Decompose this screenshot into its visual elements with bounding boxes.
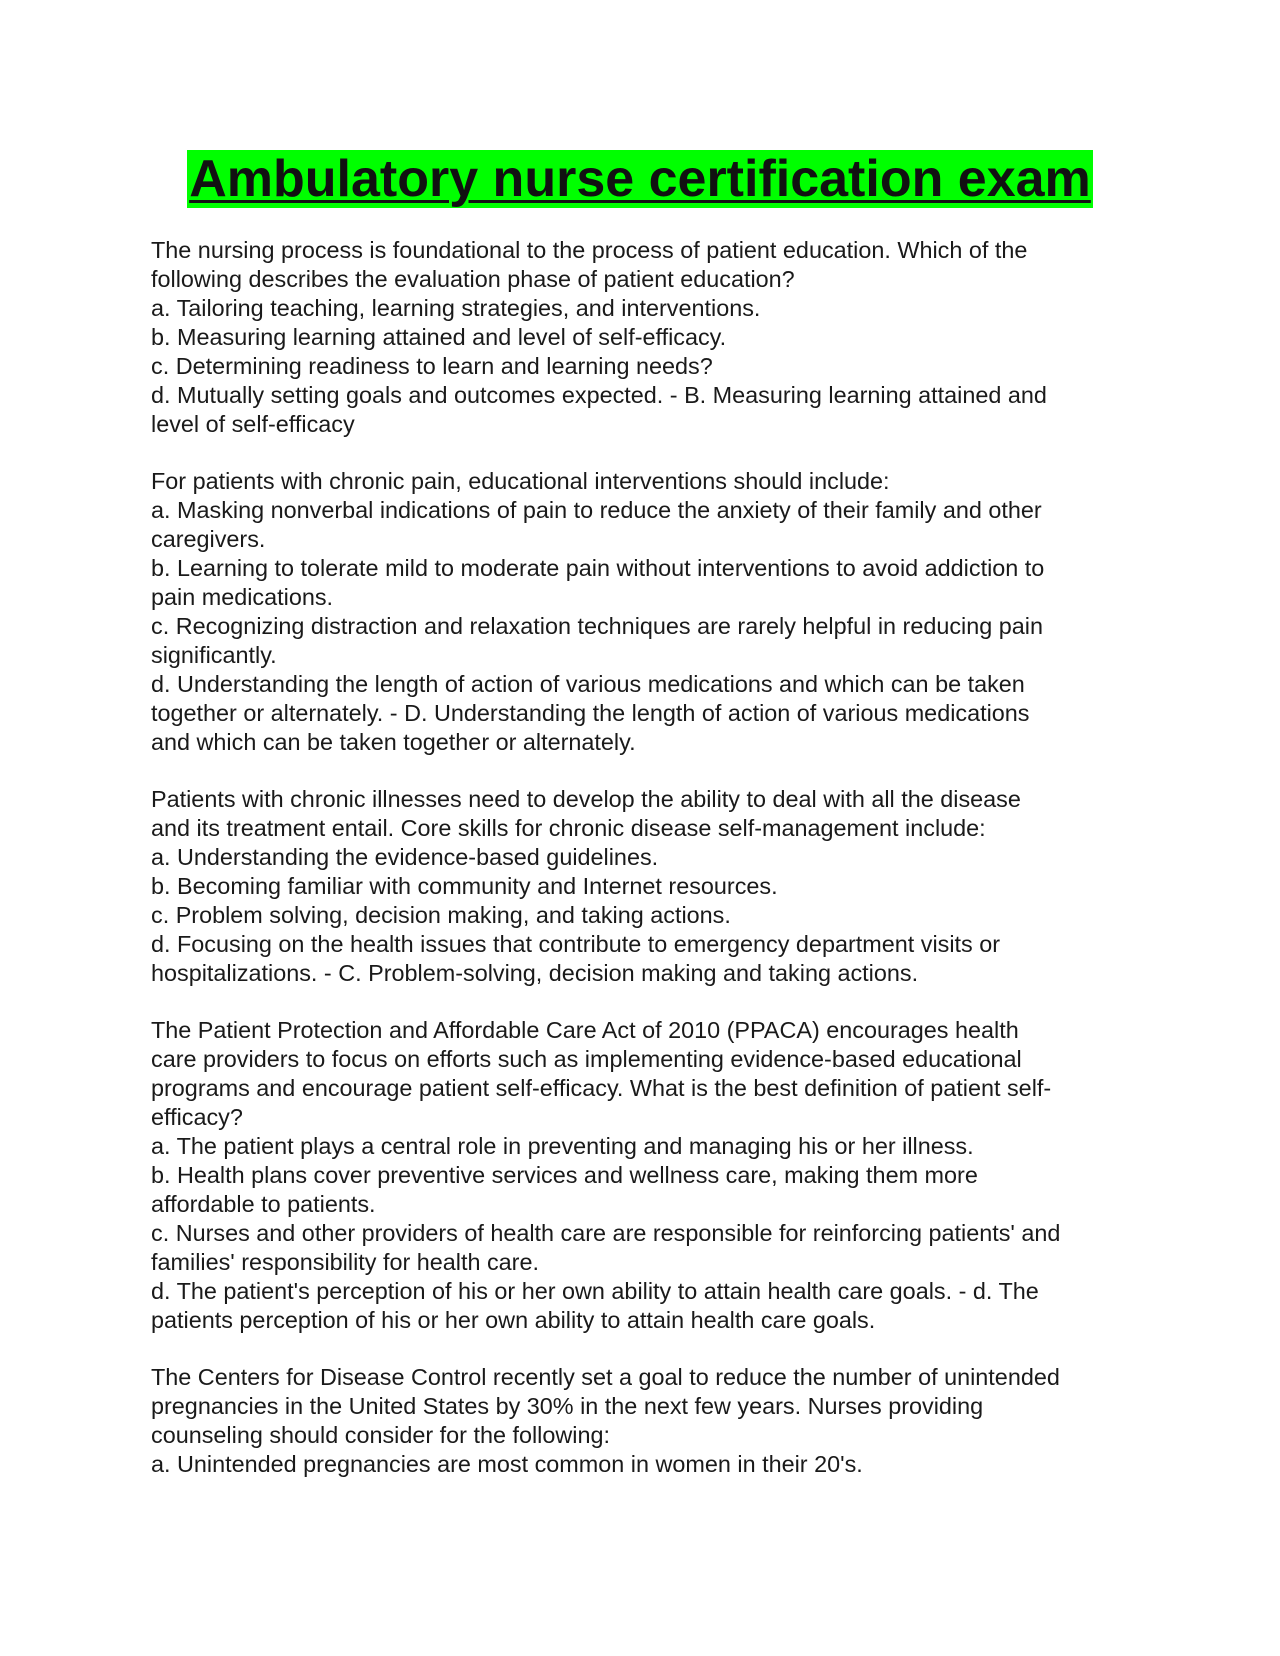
option-line: d. Understanding the length of action of various medications and which can be taken (151, 671, 1025, 697)
title-container (0, 150, 1280, 208)
option-line: c. Nurses and other providers of health care are responsible for reinforcing patients' and (151, 1220, 1061, 1246)
question-line: The Patient Protection and Affordable Care Act of 2010 (PPACA) encourages health (151, 1017, 1019, 1043)
option-line: significantly. (151, 642, 277, 668)
question-line: counseling should consider for the following: (151, 1422, 610, 1448)
option-line: affordable to patients. (151, 1191, 376, 1217)
option-line: d. The patient's perception of his or her own ability to attain health care goals. - d. The (151, 1278, 1039, 1304)
question-line: The Centers for Disease Control recently set a goal to reduce the number of unintended (151, 1364, 1060, 1390)
question-line: efficacy? (151, 1104, 243, 1130)
option-line: caregivers. (151, 526, 266, 552)
question-line: following describes the evaluation phase of patient education? (151, 266, 795, 292)
answer-line: patients perception of his or her own ability to attain health care goals. (151, 1307, 876, 1333)
question-line: The nursing process is foundational to the process of patient education. Which of the (151, 237, 1028, 263)
answer-line: and which can be taken together or alternately. (151, 729, 636, 755)
option-line: families' responsibility for health care. (151, 1249, 539, 1275)
option-line: c. Recognizing distraction and relaxation techniques are rarely helpful in reducing pain (151, 613, 1043, 639)
option-line: d. Focusing on the health issues that contribute to emergency department visits or (151, 931, 1001, 957)
document-body (151, 236, 1141, 1507)
option-line: a. The patient plays a central role in preventing and managing his or her illness. (151, 1133, 974, 1159)
option-line: a. Unintended pregnancies are most common in women in their 20's. (151, 1451, 863, 1477)
question-block (151, 1016, 1141, 1335)
question-line: care providers to focus on efforts such as implementing evidence-based educational (151, 1046, 1022, 1072)
answer-line: level of self-efficacy (151, 411, 355, 437)
option-line: pain medications. (151, 584, 334, 610)
option-line: b. Health plans cover preventive services and wellness care, making them more (151, 1162, 978, 1188)
question-block (151, 236, 1141, 439)
option-line: c. Problem solving, decision making, and taking actions. (151, 902, 731, 928)
option-line: d. Mutually setting goals and outcomes expected. - B. Measuring learning attained and (151, 382, 1047, 408)
option-line: b. Learning to tolerate mild to moderate pain without interventions to avoid addiction to (151, 555, 1045, 581)
document-title: Ambulatory nurse certification exam (189, 150, 1091, 208)
question-line: programs and encourage patient self-efficacy. What is the best definition of patient self- (151, 1075, 1052, 1101)
option-line: a. Understanding the evidence-based guidelines. (151, 844, 659, 870)
question-line: pregnancies in the United States by 30% in the next few years. Nurses providing (151, 1393, 984, 1419)
question-block (151, 467, 1141, 757)
option-line: a. Masking nonverbal indications of pain to reduce the anxiety of their family and other (151, 497, 1042, 523)
option-line: b. Becoming familiar with community and Internet resources. (151, 873, 778, 899)
answer-line: hospitalizations. - C. Problem-solving, decision making and taking actions. (151, 960, 919, 986)
question-line: and its treatment entail. Core skills for chronic disease self-management include: (151, 815, 986, 841)
question-block (151, 1363, 1141, 1479)
question-line: For patients with chronic pain, educational interventions should include: (151, 468, 890, 494)
answer-line: together or alternately. - D. Understanding the length of action of various medications (151, 700, 1030, 726)
option-line: c. Determining readiness to learn and learning needs? (151, 353, 713, 379)
option-line: a. Tailoring teaching, learning strategies, and interventions. (151, 295, 761, 321)
option-line: b. Measuring learning attained and level of self-efficacy. (151, 324, 727, 350)
question-line: Patients with chronic illnesses need to develop the ability to deal with all the disease (151, 786, 1021, 812)
question-block (151, 785, 1141, 988)
